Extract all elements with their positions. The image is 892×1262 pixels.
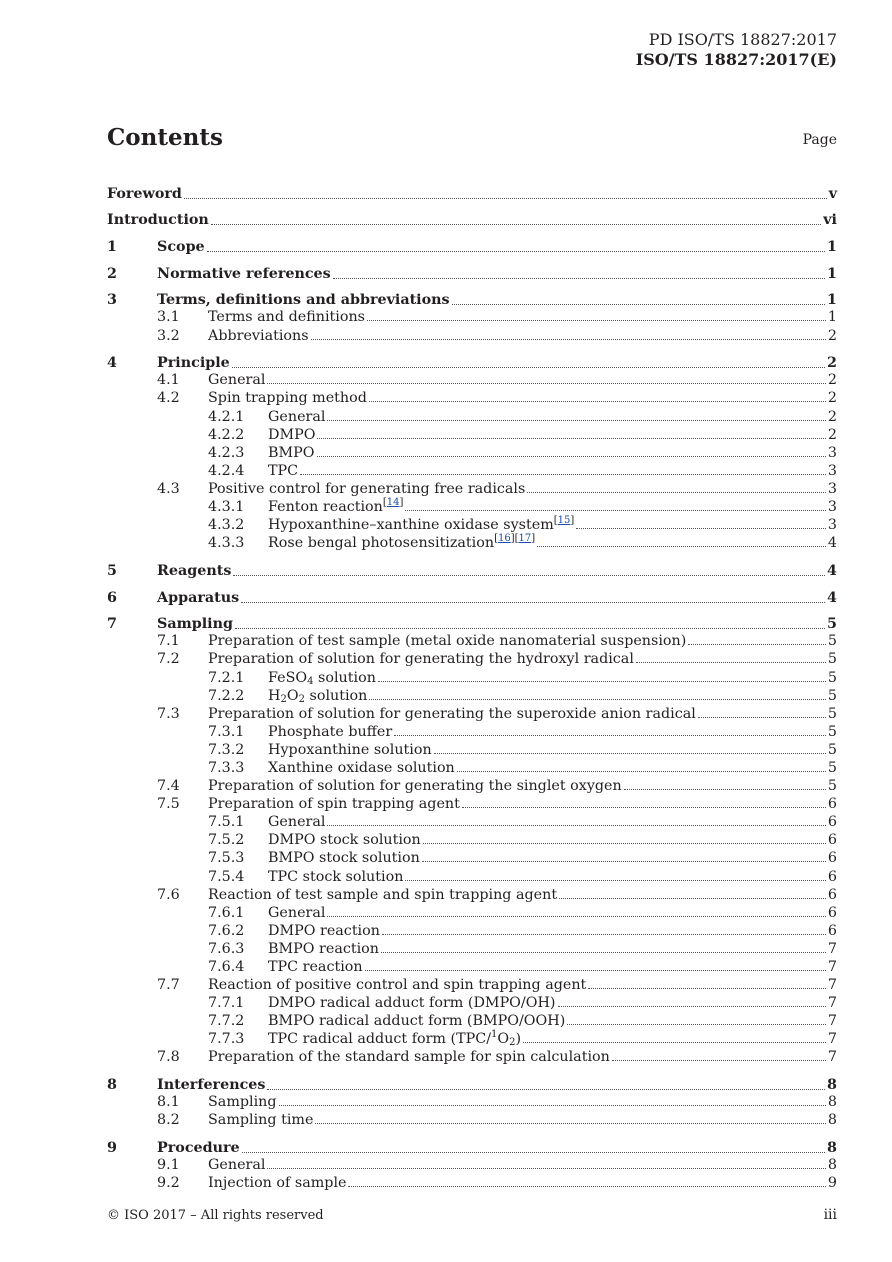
- toc-entry-2[interactable]: 2 Normative references 1: [107, 265, 837, 282]
- toc-entry-4-3-3[interactable]: 4.3.3 Rose bengal photosensitization[16][17] 4: [208, 533, 837, 552]
- toc-entry-7-6[interactable]: 7.6 Reaction of test sample and spin trapping agent 6: [157, 886, 837, 903]
- toc-entry-8-2[interactable]: 8.2 Sampling time 8: [157, 1112, 837, 1129]
- toc-entry-7-5-2[interactable]: 7.5.2 DMPO stock solution 6: [208, 832, 837, 849]
- toc-entry-5[interactable]: 5 Reagents 4: [107, 562, 837, 579]
- toc-entry-7-6-3[interactable]: 7.6.3 BMPO reaction 7: [208, 940, 837, 957]
- reference-link[interactable]: 15: [557, 515, 571, 527]
- toc-entry-7-7-3[interactable]: 7.7.3 TPC radical adduct form $(TPC/^1O_2)$ 7: [208, 1029, 837, 1049]
- toc-entry-1[interactable]: 1 Scope 1: [107, 239, 837, 256]
- copyright-notice: © ISO 2017 – All rights reserved: [107, 1208, 324, 1223]
- toc-entry-7-8[interactable]: 7.8 Preparation of the standard sample for spin calculation 7: [157, 1049, 837, 1066]
- document-header: [636, 30, 837, 70]
- toc-entry-4-2[interactable]: 4.2 Spin trapping method 2: [157, 390, 837, 407]
- toc-entry-7-1[interactable]: 7.1 Preparation of test sample (metal oxide nanomaterial suspension) 5: [157, 633, 837, 650]
- reference-link[interactable]: 14: [386, 496, 400, 508]
- toc-entry-4-1[interactable]: 4.1 General 2: [157, 372, 837, 389]
- toc-entry-7-3[interactable]: 7.3 Preparation of solution for generating the superoxide anion radical 5: [157, 705, 837, 722]
- toc-entry-7-6-1[interactable]: 7.6.1 General 6: [208, 904, 837, 921]
- toc-entry-7-4[interactable]: 7.4 Preparation of solution for generating the singlet oxygen 5: [157, 778, 837, 795]
- toc-entry-4[interactable]: 4 Principle 2: [107, 355, 837, 372]
- toc-entry-7-3-3[interactable]: 7.3.3 Xanthine oxidase solution 5: [208, 759, 837, 776]
- page-column-label: Page: [802, 132, 837, 148]
- toc-entry-7-3-1[interactable]: 7.3.1 Phosphate buffer 5: [208, 723, 837, 740]
- toc-entry-7[interactable]: 7 Sampling 5: [107, 616, 837, 633]
- toc-entry-7-3-2[interactable]: 7.3.2 Hypoxanthine solution 5: [208, 741, 837, 758]
- header-pd-number: PD ISO/TS 18827:2017: [648, 30, 837, 49]
- toc-entry-9[interactable]: 9 Procedure 8: [107, 1140, 837, 1157]
- toc-entry-4-2-2[interactable]: 4.2.2 DMPO 2: [208, 426, 837, 443]
- table-of-contents: [107, 176, 837, 1193]
- toc-entry-8-1[interactable]: 8.1 Sampling 8: [157, 1094, 837, 1111]
- toc-entry-3-2[interactable]: 3.2 Abbreviations 2: [157, 327, 837, 344]
- toc-entry-9-2[interactable]: 9.2 Injection of sample 9: [157, 1175, 837, 1192]
- toc-entry-4-2-1[interactable]: 4.2.1 General 2: [208, 408, 837, 425]
- toc-entry-7-7[interactable]: 7.7 Reaction of positive control and spin trapping agent 7: [157, 977, 837, 994]
- reference-link[interactable]: 17: [518, 533, 532, 545]
- header-iso-number: ISO/TS 18827:2017(E): [635, 50, 837, 69]
- toc-entry-4-2-4[interactable]: 4.2.4 TPC 3: [208, 462, 837, 479]
- toc-entry-7-2[interactable]: 7.2 Preparation of solution for generating the hydroxyl radical 5: [157, 651, 837, 668]
- toc-entry-4-2-3[interactable]: 4.2.3 BMPO 3: [208, 444, 837, 461]
- toc-entry-6[interactable]: 6 Apparatus 4: [107, 589, 837, 606]
- toc-entry-7-5-3[interactable]: 7.5.3 BMPO stock solution 6: [208, 850, 837, 867]
- page-number: iii: [823, 1207, 837, 1223]
- toc-entry-7-5-1[interactable]: 7.5.1 General 6: [208, 814, 837, 831]
- toc-entry-7-5[interactable]: 7.5 Preparation of spin trapping agent 6: [157, 796, 837, 813]
- toc-entry-7-6-4[interactable]: 7.6.4 TPC reaction 7: [208, 959, 837, 975]
- toc-entry-7-5-4[interactable]: 7.5.4 TPC stock solution 6: [208, 868, 837, 885]
- page-title: Contents: [107, 124, 223, 151]
- reference-link[interactable]: 16: [497, 533, 511, 545]
- toc-entry-7-2-1[interactable]: 7.2.1 FeSO$_4$ solution 5: [208, 669, 837, 687]
- toc-entry-4-3[interactable]: 4.3 Positive control for generating free radicals 3: [157, 480, 837, 497]
- toc-entry-7-7-2[interactable]: 7.7.2 BMPO radical adduct form (BMPO/OOH) 7: [208, 1013, 837, 1030]
- toc-entry-introduction[interactable]: Introduction vi: [107, 212, 837, 229]
- toc-entry-4-3-2[interactable]: 4.3.2 Hypoxanthine–xanthine oxidase system[15] 3: [208, 515, 837, 534]
- toc-entry-3-1[interactable]: 3.1 Terms and definitions 1: [157, 309, 837, 326]
- toc-entry-9-1[interactable]: 9.1 General 8: [157, 1157, 837, 1174]
- toc-entry-7-2-2[interactable]: 7.2.2 $H_2O_2$ solution 5: [208, 687, 837, 705]
- toc-entry-4-3-1[interactable]: 4.3.1 Fenton reaction[14] 3: [208, 496, 837, 515]
- toc-entry-foreword[interactable]: Foreword v: [107, 185, 837, 202]
- toc-entry-8[interactable]: 8 Interferences 8: [107, 1077, 837, 1094]
- toc-entry-7-7-1[interactable]: 7.7.1 DMPO radical adduct form (DMPO/OH) 7: [208, 995, 837, 1012]
- toc-entry-3[interactable]: 3 Terms, definitions and abbreviations 1: [107, 292, 837, 309]
- toc-entry-7-6-2[interactable]: 7.6.2 DMPO reaction 6: [208, 922, 837, 939]
